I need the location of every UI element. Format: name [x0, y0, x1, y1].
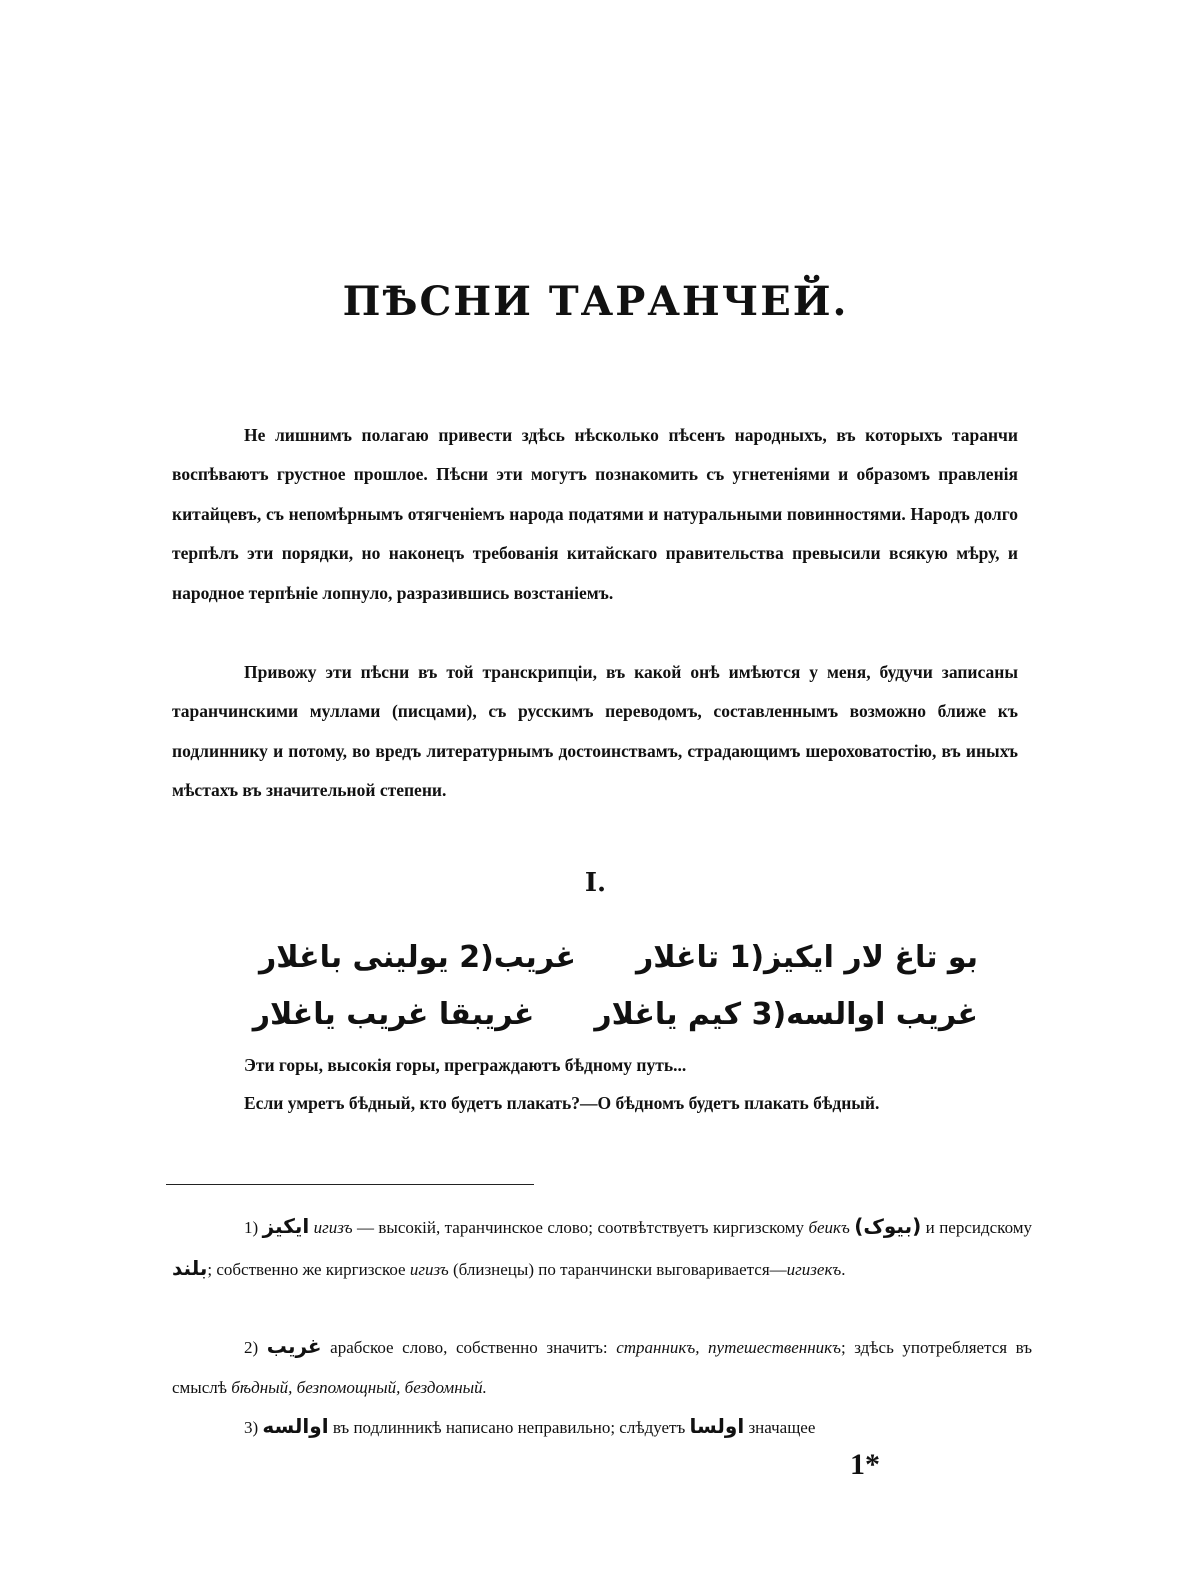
footnote-2 — [172, 1326, 1032, 1408]
footnote-1-text-c: ; собственно же киргизское — [207, 1260, 406, 1279]
page-title: ПѢСНИ ТАРАНЧЕЙ. — [342, 278, 849, 325]
footnote-1-arabic-word: ایکیز — [262, 1214, 310, 1238]
footnote-1-transliteration: игизъ — [313, 1218, 353, 1237]
footnote-2-text-b: ; здѣсь употребляется въ смыслѣ — [172, 1338, 1033, 1397]
footnote-1-text-b: и персидскому — [925, 1218, 1033, 1237]
song-arabic-line-1-hemistich-b: غریب(2 یولینی باغلار — [259, 940, 576, 975]
footnote-divider — [166, 1184, 534, 1185]
song-arabic-line-2-hemistich-a: غریب اوالسه(3 کیم یاغلار — [594, 997, 978, 1032]
song-arabic-line-2 — [252, 997, 978, 1032]
song-arabic-line-2-hemistich-b: غریبقا غریب یاغلار — [252, 997, 535, 1032]
footnote-3-arabic-word-2: اولسا — [689, 1414, 745, 1438]
footnote-2-meaning: странникъ, путешественникъ — [616, 1338, 841, 1357]
footnote-1-kirghiz-word: бeикъ — [808, 1218, 850, 1237]
song-translation-line-1: Эти горы, высокія горы, преграждаютъ бѣдному путь... — [244, 1055, 687, 1075]
intro-paragraph-2: Привожу эти пѣсни въ той транскрипціи, въ какой онѣ имѣются у меня, будучи записаны таранчинскими муллами (писцами), съ русскимъ переводомъ, составленнымъ возможно ближе къ подлиннику и потому, во вредъ литературнымъ достоинствамъ, страдающимъ шероховатостію, въ иныхъ мѣстахъ въ значительной степени. — [172, 661, 1018, 801]
footnote-1-taranchi-word: игизекъ — [786, 1260, 842, 1279]
section-numeral: I. — [584, 868, 607, 898]
footnote-1-arabic-word-2: (بیوک) — [854, 1214, 922, 1238]
footnote-1-arabic-word-3: بلند — [172, 1256, 208, 1280]
footnote-3-number: 3) — [244, 1418, 259, 1437]
footnote-2-number: 2) — [244, 1338, 259, 1357]
footnote-3-text: въ подлинникѣ написано неправильно; слѣдуетъ — [332, 1418, 686, 1437]
footnote-2-arabic-word: غریب — [266, 1334, 322, 1358]
signature-mark: 1* — [850, 1448, 880, 1481]
footnote-2-meaning-2: бѣдный, безпомощный, бездомный. — [231, 1378, 487, 1397]
song-arabic-line-1 — [258, 940, 978, 975]
footnote-3-arabic-word: اوالسه — [262, 1414, 329, 1438]
footnote-1-number: 1) — [244, 1218, 259, 1237]
footnote-3 — [172, 1406, 1032, 1448]
footnote-1 — [172, 1206, 1032, 1290]
footnote-1-text-d: (близнецы) по таранчински выговаривается— — [452, 1260, 787, 1279]
song-translation-line-2: Если умретъ бѣдный, кто будетъ плакать?—О бѣдномъ будетъ плакать бѣдный. — [244, 1093, 880, 1113]
footnote-3-text-b: значащее — [748, 1418, 816, 1437]
intro-paragraph-1: Не лишнимъ полагаю привести здѣсь нѣсколько пѣсенъ народныхъ, въ которыхъ таранчи воспѣваютъ грустное прошлое. Пѣсни эти могутъ познакомить съ угнетеніями и образомъ правленія китайцевъ, съ непомѣрнымъ отягченіемъ народа податями и натуральными повинностями. Народъ долго терпѣлъ эти порядки, но наконецъ требованія китайскаго правительства превысили всякую мѣру, и народное терпѣніе лопнуло, разразившись возстаніемъ. — [172, 424, 1018, 603]
footnote-1-text-a: — высокій, таранчинское слово; соотвѣтствуетъ киргизскому — [356, 1218, 804, 1237]
footnote-1-text-e: . — [841, 1260, 846, 1279]
song-arabic-line-1-hemistich-a: بو تاغ لار ایکیز(1 تاغلار — [635, 940, 978, 975]
footnote-1-kirghiz-word-2: игизъ — [409, 1260, 449, 1279]
footnote-2-text-a: арабское слово, собственно значитъ: — [330, 1338, 608, 1357]
